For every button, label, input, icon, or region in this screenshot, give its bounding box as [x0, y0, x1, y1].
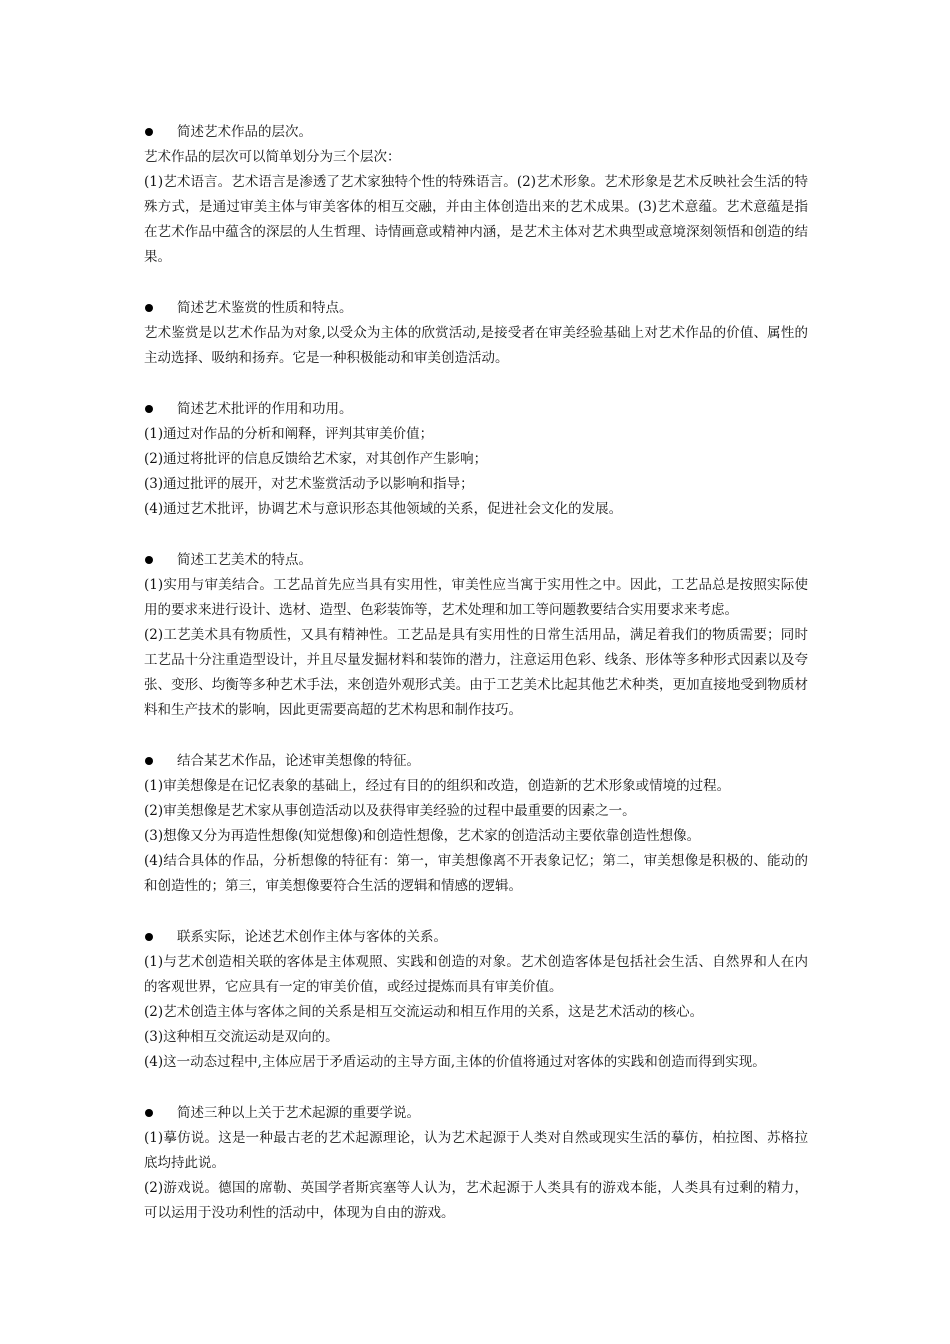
question-heading — [144, 925, 808, 950]
answer-paragraph: (1)实用与审美结合。工艺品首先应当具有实用性，审美性应当寓于实用性之中。因此，工艺品总是按照实际使用的要求来进行设计、选材、造型、色彩装饰等，艺术处理和加工等问题教要结合实用要求来考虑。 — [144, 577, 808, 618]
answer-paragraph: (1)艺术语言。艺术语言是渗透了艺术家独特个性的特殊语言。(2)艺术形象。艺术形象是艺术反映社会生活的特殊方式，是通过审美主体与审美客体的相互交融，并由主体创造出来的艺术成果。(3)艺术意蕴。艺术意蕴是指在艺术作品中蕴含的深层的人生哲理、诗情画意或精神内涵，是艺术主体对艺术典型或意境深刻领悟和创造的结果。 — [144, 174, 808, 265]
bullet-icon — [145, 933, 153, 941]
answer-paragraph: (2)艺术创造主体与客体之间的关系是相互交流运动和相互作用的关系，这是艺术活动的核心。 — [144, 1004, 704, 1020]
qa-section — [144, 749, 808, 899]
answer-paragraph: (3)通过批评的展开，对艺术鉴赏活动予以影响和指导； — [144, 476, 474, 492]
answer-paragraph: (1)摹仿说。这是一种最古老的艺术起源理论，认为艺术起源于人类对自然或现实生活的摹仿，柏拉图、苏格拉底均持此说。 — [144, 1130, 808, 1171]
bullet-icon — [145, 1109, 153, 1117]
qa-section — [144, 296, 808, 371]
answer-paragraph: (4)结合具体的作品，分析想像的特征有：第一，审美想像离不开表象记忆；第二，审美想像是积极的、能动的和创造性的；第三，审美想像要符合生活的逻辑和情感的逻辑。 — [144, 853, 808, 894]
question-heading — [144, 296, 808, 321]
question-text: 联系实际，论述艺术创作主体与客体的关系。 — [177, 929, 447, 945]
question-heading — [144, 548, 808, 573]
qa-section — [144, 1101, 808, 1226]
qa-section — [144, 925, 808, 1075]
answer-paragraph: (2)工艺美术具有物质性，又具有精神性。工艺品是具有实用性的日常生活用品，满足着我们的物质需要；同时工艺品十分注重造型设计，并且尽量发掘材料和装饰的潜力，注意运用色彩、线条、形体等多种形式因素以及夸张、变形、均衡等多种艺术手法，来创造外观形式美。由于工艺美术比起其他艺术种类，更加直接地受到物质材料和生产技术的影响，因此更需要高超的艺术构思和制作技巧。 — [144, 627, 808, 718]
answer-paragraph: (2)通过将批评的信息反馈给艺术家，对其创作产生影响； — [144, 451, 488, 467]
answer-paragraph: (4)通过艺术批评，协调艺术与意识形态其他领域的关系，促进社会文化的发展。 — [144, 501, 623, 517]
answer-paragraph: (1)通过对作品的分析和阐释，评判其审美价值； — [144, 426, 434, 442]
answer-paragraph: (2)审美想像是艺术家从事创造活动以及获得审美经验的过程中最重要的因素之一。 — [144, 803, 636, 819]
question-text: 简述工艺美术的特点。 — [177, 552, 312, 568]
qa-section — [144, 397, 808, 522]
question-text: 简述艺术作品的层次。 — [177, 124, 312, 140]
bullet-icon — [145, 556, 153, 564]
answer-paragraph: (1)审美想像是在记忆表象的基础上，经过有目的的组织和改造，创造新的艺术形象或情境的过程。 — [144, 778, 731, 794]
answer-paragraph: (3)想像又分为再造性想像(知觉想像)和创造性想像，艺术家的创造活动主要依靠创造性想像。 — [144, 828, 701, 844]
bullet-icon — [145, 128, 153, 136]
bullet-icon — [145, 405, 153, 413]
qa-section — [144, 120, 808, 270]
question-text: 简述艺术批评的作用和功用。 — [177, 401, 353, 417]
question-heading — [144, 397, 808, 422]
answer-paragraph: 艺术鉴赏是以艺术作品为对象,以受众为主体的欣赏活动,是接受者在审美经验基础上对艺术作品的价值、属性的主动选择、吸纳和扬弃。它是一种积极能动和审美创造活动。 — [144, 325, 808, 366]
bullet-icon — [145, 304, 153, 312]
bullet-icon — [145, 757, 153, 765]
answer-paragraph: (2)游戏说。德国的席勒、英国学者斯宾塞等人认为，艺术起源于人类具有的游戏本能，人类具有过剩的精力，可以运用于没功利性的活动中，体现为自由的游戏。 — [144, 1180, 808, 1221]
qa-section — [144, 548, 808, 723]
question-heading — [144, 120, 808, 145]
document-content — [144, 120, 808, 1252]
answer-paragraph: (1)与艺术创造相关联的客体是主体观照、实践和创造的对象。艺术创造客体是包括社会生活、自然界和人在内的客观世界，它应具有一定的审美价值，或经过提炼而具有审美价值。 — [144, 954, 808, 995]
answer-paragraph: 艺术作品的层次可以简单划分为三个层次： — [144, 149, 401, 165]
answer-paragraph: (4)这一动态过程中,主体应居于矛盾运动的主导方面,主体的价值将通过对客体的实践和创造而得到实现。 — [144, 1054, 766, 1070]
question-heading — [144, 749, 808, 774]
answer-paragraph: (3)这种相互交流运动是双向的。 — [144, 1029, 339, 1045]
question-text: 简述三种以上关于艺术起源的重要学说。 — [177, 1105, 420, 1121]
question-text: 结合某艺术作品，论述审美想像的特征。 — [177, 753, 420, 769]
question-text: 简述艺术鉴赏的性质和特点。 — [177, 300, 353, 316]
question-heading — [144, 1101, 808, 1126]
